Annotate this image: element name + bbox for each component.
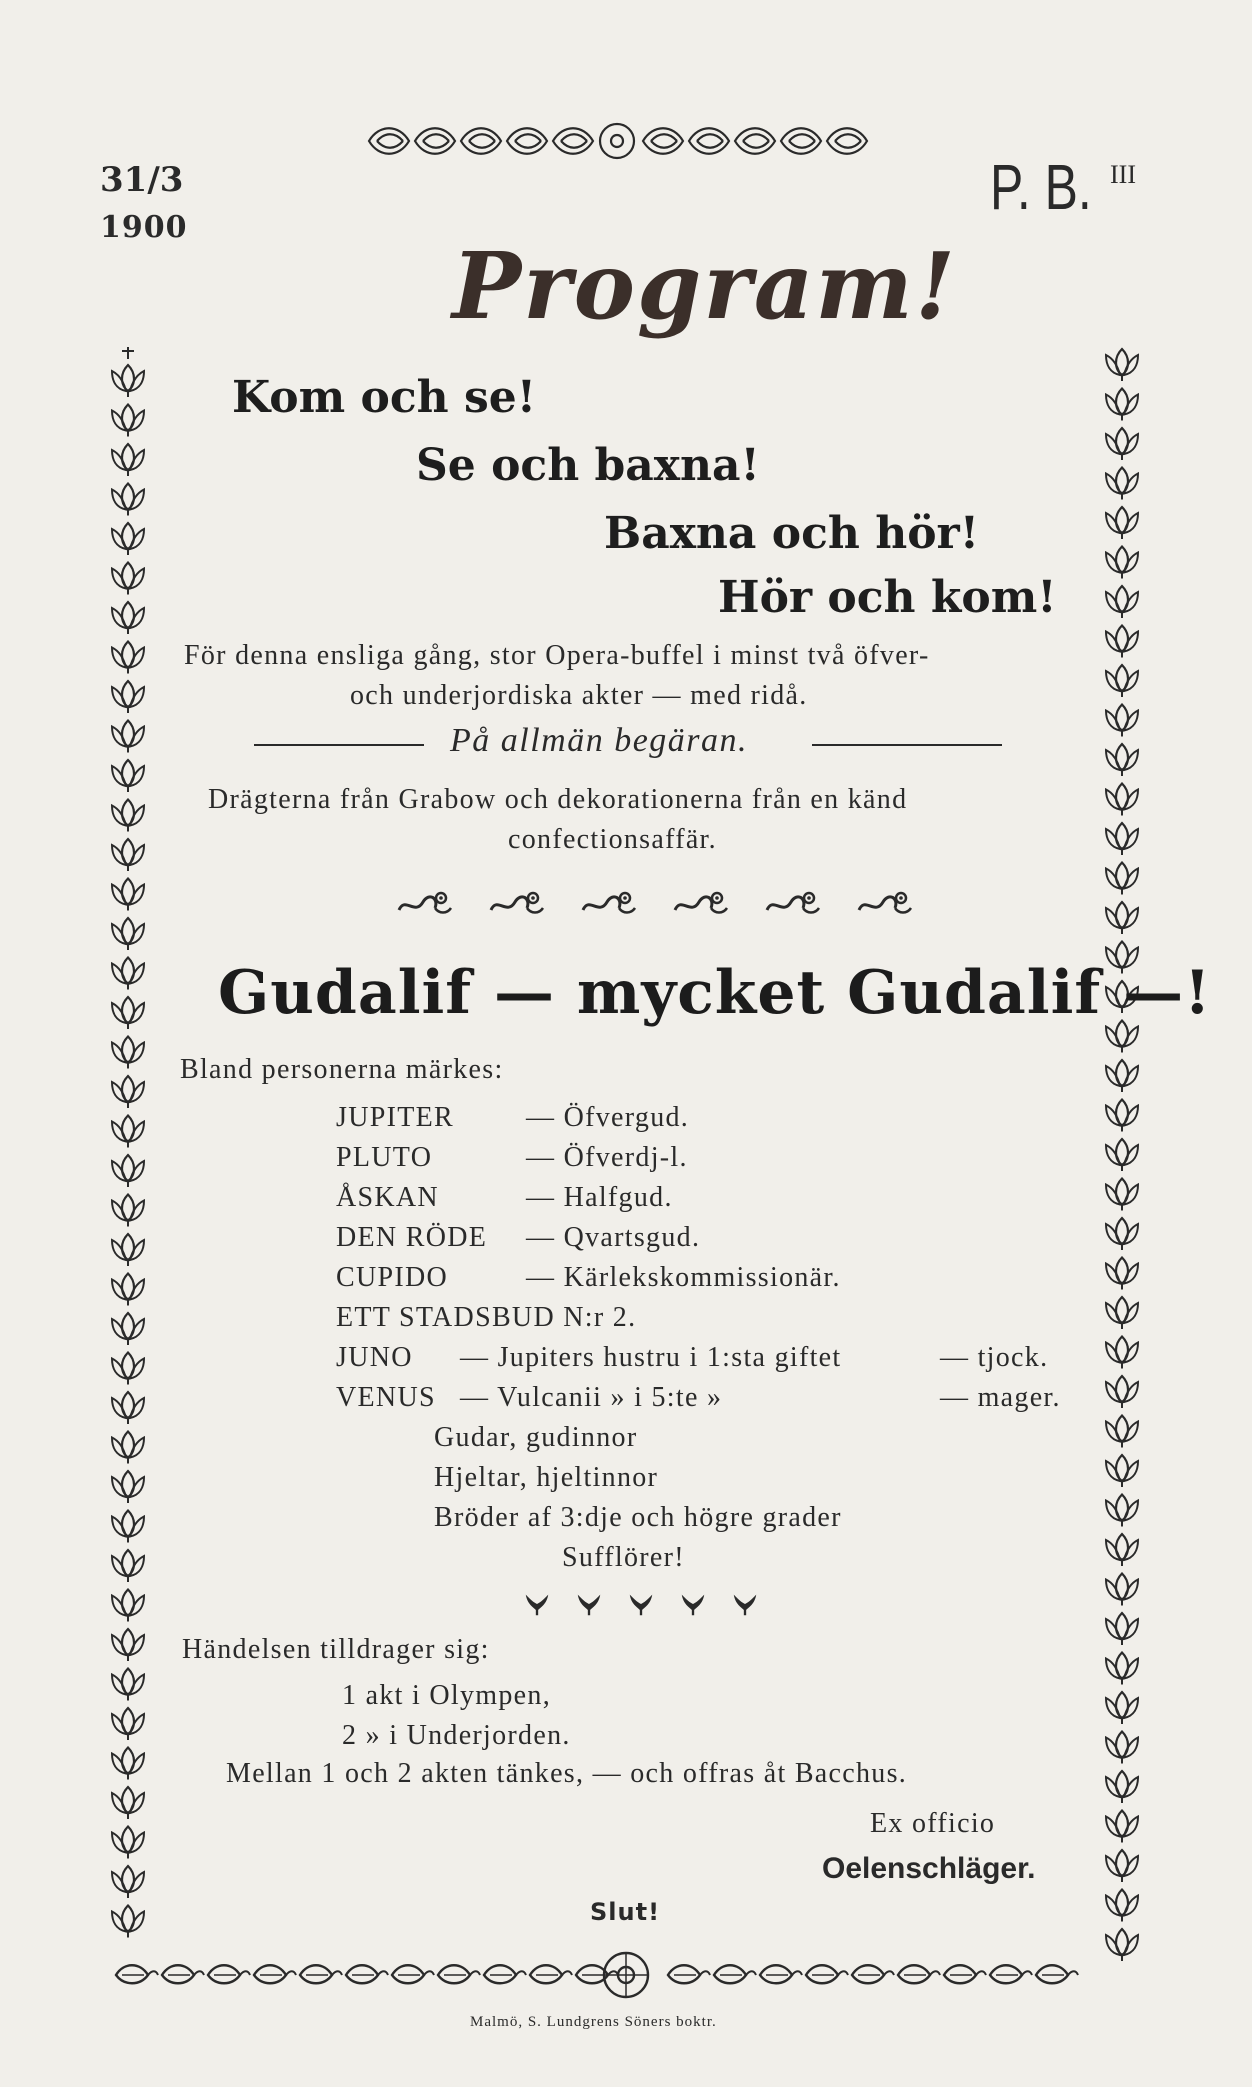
- laurel-leaf-icon: [112, 1116, 144, 1148]
- laurel-leaf-icon: [1106, 1139, 1138, 1171]
- laurel-leaf-icon: [1106, 1534, 1138, 1566]
- costumes-line-2: confectionsaffär.: [508, 824, 717, 855]
- laurel-leaf-icon: [112, 444, 144, 476]
- signature-name: Oelenschläger.: [822, 1852, 1036, 1885]
- laurel-leaf-icon: [112, 839, 144, 871]
- laurel-leaf-icon: [1106, 1732, 1138, 1764]
- chant-line-3: Baxna och hör!: [604, 508, 980, 559]
- laurel-leaf-icon: [1106, 1100, 1138, 1132]
- bottom-ornament-band: [110, 1945, 1142, 2005]
- laurel-leaf-icon: [1106, 507, 1138, 539]
- laurel-leaf-icon: [112, 1353, 144, 1385]
- laurel-leaf-icon: [112, 681, 144, 713]
- intro-line-2: och underjordiska akter — med ridå.: [350, 680, 808, 711]
- cast-name: ÅSKAN: [336, 1182, 439, 1213]
- laurel-leaf-icon: [1106, 665, 1138, 697]
- laurel-leaf-icon: [112, 879, 144, 911]
- laurel-leaf-icon: [1106, 1376, 1138, 1408]
- laurel-leaf-icon: [112, 1590, 144, 1622]
- cast-role: — Vulcanii » i 5:te »: [460, 1382, 723, 1413]
- plot-act-1: 1 akt i Olympen,: [342, 1680, 551, 1711]
- laurel-leaf-icon: [1106, 1258, 1138, 1290]
- laurel-leaf-icon: [1106, 1337, 1138, 1369]
- laurel-leaf-icon: [806, 1965, 848, 1983]
- pb-mark: P. B.: [990, 151, 1092, 223]
- intro-line-1: För denna ensliga gång, stor Opera-buffel i minst två öfver-: [184, 640, 930, 671]
- laurel-leaf-icon: [1106, 1574, 1138, 1606]
- laurel-leaf-icon: [898, 1965, 940, 1983]
- cast-name: VENUS: [336, 1382, 436, 1413]
- laurel-leaf-icon: [1106, 389, 1138, 421]
- laurel-leaf-icon: [346, 1965, 388, 1983]
- cast-name: PLUTO: [336, 1142, 433, 1173]
- laurel-leaf-icon: [714, 1965, 756, 1983]
- rule-right: [812, 744, 1002, 746]
- laurel-leaf-icon: [112, 523, 144, 555]
- laurel-leaf-icon: [990, 1965, 1032, 1983]
- laurel-leaf-icon: [1106, 823, 1138, 855]
- laurel-leaf-icon: [112, 642, 144, 674]
- tulip-row: [522, 1590, 760, 1618]
- laurel-leaf-icon: [1106, 1179, 1138, 1211]
- tulip-icon: [730, 1590, 760, 1618]
- laurel-leaf-icon: [112, 365, 144, 397]
- laurel-leaf-icon: [1106, 1455, 1138, 1487]
- floral-flourish-icon: [671, 886, 729, 920]
- request-line: På allmän begäran.: [450, 722, 749, 759]
- cast-name: JUPITER: [336, 1102, 454, 1133]
- laurel-leaf-icon: [116, 1965, 158, 1983]
- floral-flourish-icon: [855, 886, 913, 920]
- cast-role: — Öfvergud.: [526, 1102, 690, 1133]
- laurel-leaf-icon: [112, 760, 144, 792]
- cast-role: — Qvartsgud.: [526, 1222, 701, 1253]
- date-fraction: 31/3: [100, 160, 184, 200]
- laurel-leaf-icon: [944, 1965, 986, 1983]
- laurel-leaf-icon: [112, 1708, 144, 1740]
- cast-name: DEN RÖDE: [336, 1222, 488, 1253]
- laurel-leaf-icon: [1106, 1653, 1138, 1685]
- cast-role: — Kärlekskommissionär.: [526, 1262, 841, 1293]
- pb-superscript: III: [1110, 160, 1136, 189]
- laurel-leaf-icon: [112, 1076, 144, 1108]
- laurel-leaf-icon: [530, 1965, 572, 1983]
- laurel-leaf-icon: [112, 1432, 144, 1464]
- laurel-leaf-icon: [1106, 705, 1138, 737]
- laurel-leaf-icon: [112, 721, 144, 753]
- cast-name: CUPIDO: [336, 1262, 449, 1293]
- laurel-leaf-icon: [1106, 902, 1138, 934]
- tulip-icon: [626, 1590, 656, 1618]
- cast-role: — Öfverdj-l.: [526, 1142, 688, 1173]
- laurel-leaf-icon: [1106, 1416, 1138, 1448]
- floral-flourish-icon: [395, 886, 453, 920]
- laurel-leaf-icon: [112, 1234, 144, 1266]
- flourish-row: [395, 886, 913, 920]
- end-mark: Slut!: [590, 1898, 661, 1926]
- laurel-leaf-icon: [1106, 547, 1138, 579]
- laurel-leaf-icon: [112, 405, 144, 437]
- laurel-leaf-icon: [1036, 1965, 1078, 1983]
- laurel-leaf-icon: [112, 1787, 144, 1819]
- tulip-icon: [574, 1590, 604, 1618]
- cast-role: — Jupiters hustru i 1:sta giftet: [460, 1342, 842, 1373]
- laurel-leaf-icon: [112, 1629, 144, 1661]
- plot-heading: Händelsen tilldrager sig:: [182, 1634, 490, 1665]
- cast-role: — Halfgud.: [526, 1182, 673, 1213]
- laurel-leaf-icon: [668, 1965, 710, 1983]
- floral-flourish-icon: [487, 886, 545, 920]
- laurel-leaf-icon: [112, 602, 144, 634]
- ensemble-line: Sufflörer!: [562, 1542, 685, 1573]
- ensemble-line: Gudar, gudinnor: [434, 1422, 638, 1453]
- fleur-icon: [604, 1953, 648, 1997]
- laurel-leaf-icon: [1106, 784, 1138, 816]
- chant-line-4: Hör och kom!: [718, 572, 1057, 623]
- laurel-leaf-icon: [112, 958, 144, 990]
- chant-line-1: Kom och se!: [232, 372, 537, 423]
- laurel-leaf-icon: [112, 1550, 144, 1582]
- laurel-leaf-icon: [1106, 1495, 1138, 1527]
- cast-tail: — tjock.: [940, 1342, 1049, 1373]
- laurel-leaf-icon: [484, 1965, 526, 1983]
- subtitle: Gudalif — mycket Gudalif —!: [218, 958, 1212, 1028]
- laurel-leaf-icon: [112, 1195, 144, 1227]
- laurel-leaf-icon: [852, 1965, 894, 1983]
- laurel-leaf-icon: [162, 1965, 204, 1983]
- chant-line-2: Se och baxna!: [416, 440, 760, 491]
- laurel-leaf-icon: [112, 997, 144, 1029]
- laurel-leaf-icon: [122, 347, 134, 359]
- ex-officio: Ex officio: [870, 1808, 996, 1839]
- ensemble-line: Hjeltar, hjeltinnor: [434, 1462, 659, 1493]
- left-border-ornament: [104, 345, 152, 1970]
- cast-name: JUNO: [336, 1342, 413, 1373]
- laurel-leaf-icon: [112, 1392, 144, 1424]
- laurel-leaf-icon: [112, 1274, 144, 1306]
- laurel-leaf-icon: [112, 800, 144, 832]
- laurel-leaf-icon: [112, 1313, 144, 1345]
- laurel-leaf-icon: [1106, 1218, 1138, 1250]
- costumes-line-1: Drägterna från Grabow och dekorationerna från en känd: [208, 784, 908, 815]
- cast-stadsbud: ETT STADSBUD N:r 2.: [336, 1302, 637, 1333]
- right-border-ornament: [1098, 345, 1146, 1970]
- laurel-leaf-icon: [112, 1669, 144, 1701]
- cast-intro: Bland personerna märkes:: [180, 1054, 504, 1085]
- laurel-leaf-icon: [438, 1965, 480, 1983]
- tulip-icon: [678, 1590, 708, 1618]
- laurel-leaf-icon: [1106, 863, 1138, 895]
- laurel-leaf-icon: [1106, 1850, 1138, 1882]
- laurel-leaf-icon: [1106, 428, 1138, 460]
- laurel-leaf-icon: [112, 1037, 144, 1069]
- laurel-leaf-icon: [112, 563, 144, 595]
- plot-act-2: 2 » i Underjorden.: [342, 1720, 571, 1751]
- laurel-leaf-icon: [112, 484, 144, 516]
- laurel-leaf-icon: [1106, 1890, 1138, 1922]
- laurel-leaf-icon: [208, 1965, 250, 1983]
- laurel-leaf-icon: [112, 1827, 144, 1859]
- date-year: 1900: [100, 210, 188, 245]
- laurel-leaf-icon: [1106, 1771, 1138, 1803]
- laurel-leaf-icon: [392, 1965, 434, 1983]
- laurel-leaf-icon: [254, 1965, 296, 1983]
- tulip-icon: [522, 1590, 552, 1618]
- laurel-leaf-icon: [112, 1906, 144, 1938]
- page-title: Program!: [452, 232, 958, 340]
- laurel-leaf-icon: [300, 1965, 342, 1983]
- laurel-leaf-icon: [1106, 349, 1138, 381]
- laurel-leaf-icon: [1106, 1297, 1138, 1329]
- laurel-leaf-icon: [112, 1866, 144, 1898]
- top-ornament-band: [365, 118, 870, 164]
- laurel-leaf-icon: [1106, 626, 1138, 658]
- plot-interval: Mellan 1 och 2 akten tänkes, — och offras åt Bacchus.: [226, 1758, 908, 1789]
- laurel-leaf-icon: [1106, 468, 1138, 500]
- laurel-leaf-icon: [112, 1471, 144, 1503]
- laurel-leaf-icon: [1106, 1811, 1138, 1843]
- floral-flourish-icon: [763, 886, 821, 920]
- ensemble-line: Bröder af 3:dje och högre grader: [434, 1502, 842, 1533]
- floral-flourish-icon: [579, 886, 637, 920]
- laurel-leaf-icon: [1106, 586, 1138, 618]
- laurel-leaf-icon: [1106, 1060, 1138, 1092]
- laurel-leaf-icon: [1106, 1692, 1138, 1724]
- laurel-leaf-icon: [112, 918, 144, 950]
- rule-left: [254, 744, 424, 746]
- laurel-leaf-icon: [760, 1965, 802, 1983]
- laurel-leaf-icon: [1106, 1613, 1138, 1645]
- laurel-leaf-icon: [1106, 744, 1138, 776]
- laurel-leaf-icon: [112, 1748, 144, 1780]
- cast-tail: — mager.: [940, 1382, 1061, 1413]
- laurel-leaf-icon: [112, 1511, 144, 1543]
- printer-imprint: Malmö, S. Lundgrens Söners boktr.: [470, 2014, 717, 2030]
- laurel-leaf-icon: [112, 1155, 144, 1187]
